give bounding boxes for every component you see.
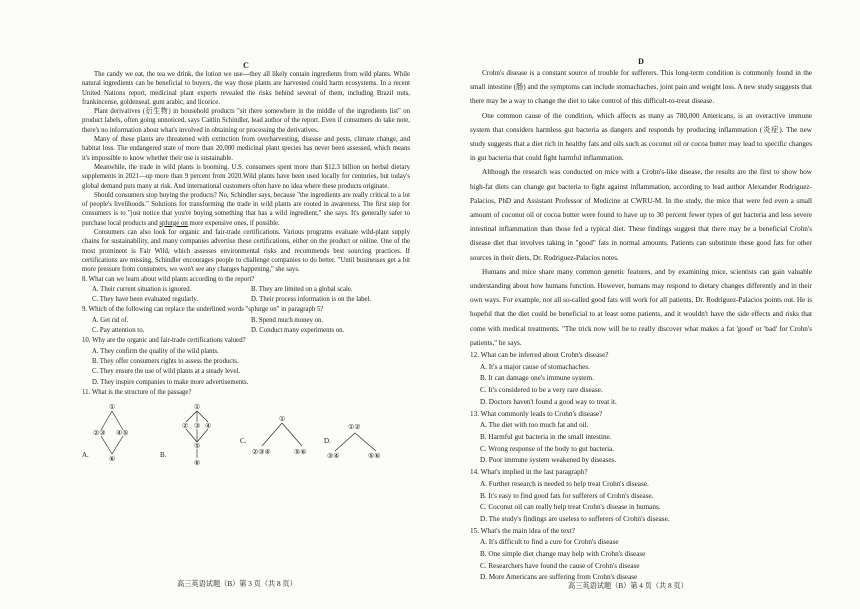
question-14-option-d: D. The study's findings are useless to sufferers of Crohn's disease. — [480, 514, 670, 523]
passage-d-paragraph-2: One common cause of the condition, which affects as many as 780,000 Americans, is an overactive immune system that considers harmless gut bacteria as dangers and responds by producing inflammation (炎症). The new study suggests that a diet rich in healthy fats and oils such as coconut oil or cocoa butter may lead to specific changes in gut bacteria that could fight harmful inflammation. — [470, 111, 812, 163]
diagram-b-node-1: ① — [194, 403, 201, 412]
question-13-option-a: A. The diet with too much fat and oil. — [480, 421, 589, 430]
passage-d-letter: D — [638, 57, 644, 66]
diagram-b-node-4: ④ — [205, 422, 212, 431]
diagram-b-node-6: ⑥ — [194, 459, 201, 468]
page-4-footer: 高三英语试题（B）第 4 页（共 8 页） — [568, 582, 688, 590]
question-15: 15. What's the main idea of the text? — [470, 526, 575, 535]
question-10-option-d: D. They inspire companies to make more advertisements. — [92, 378, 249, 386]
question-12-option-b: B. It can damage one's immune system. — [480, 374, 594, 383]
question-10: 10. Why are the organic and fair-trade certifications valued? — [82, 337, 246, 345]
diagram-d-node-12: ①② — [348, 423, 361, 432]
diagram-b-label: B. — [160, 451, 167, 460]
question-15-option-b: B. One simple diet change may help with Crohn's disease — [480, 550, 646, 559]
questions-12-15 — [470, 350, 812, 584]
question-14: 14. What's implied in the last paragraph? — [470, 468, 588, 477]
question-8-option-c: C. They have been evaluated regularly. — [92, 296, 199, 304]
question-13: 13. What commonly leads to Crohn's disease? — [470, 409, 603, 418]
page-4 — [470, 0, 812, 609]
question-15-option-a: A. It's difficult to find a cure for Crohn's disease — [480, 538, 619, 547]
passage-d-paragraph-1: Crohn's disease is a constant source of trouble for sufferers. This long-term condition is commonly found in the small intestine (肠) and the symptoms can include stomachaches, joint pain and weight loss. A new study suggests that there may be a way to change the diet to take control of this difficult-to-treat disease. — [470, 69, 812, 106]
question-10-option-a: A. They confirm the quality of the wild plants. — [92, 347, 219, 355]
passage-c-paragraph-4: Meanwhile, the trade in wild plants is booming. U.S. consumers spent more than $12.3 billion on herbal dietary supplements in 2021—up more than 9 percent from 2020.Wild plants have been used locally for centuries, but today's global demand puts many at risk. And international customers often have no idea where these products originate. — [82, 163, 410, 190]
paragraph-5-text-after: more expensive ones, if possible. — [187, 219, 280, 227]
questions-8-11 — [82, 275, 410, 399]
question-8-option-b: B. They are limited on a global scale. — [251, 285, 353, 293]
question-9-option-c: C. Pay attention to. — [92, 327, 145, 335]
diagram-a-node-23: ②③ — [93, 429, 106, 438]
question-9-option-b: B. Spend much money on. — [251, 316, 324, 324]
diagram-a-node-6: ⑥ — [109, 455, 116, 464]
passage-c-paragraph-5 — [82, 191, 410, 228]
paragraph-5-text-before: Should consumers stop buying the products? No, Schindler says, because "the ingredients are really critical to a lot of people's livelihoods." Solutions for transforming the trade in wild plants are rooted in awareness. The first step for consumers is to "just notice that you're buying something that has a wild ingredient," she says. It's generally safer to purchase local products and — [82, 191, 410, 227]
question-10-option-c: C. They ensure the use of wild plants at a steady level. — [92, 368, 241, 376]
question-8-option-d: D. Their process information is on the label. — [251, 296, 372, 304]
question-14-option-c: C. Coconut oil can really help treat Crohn's disease in humans. — [480, 503, 661, 512]
question-8-option-a: A. Their current situation is ignored. — [92, 285, 192, 293]
passage-d-paragraph-4: Humans and mice share many common genetic features, and by examining mice, scientists can gain valuable understanding about how humans function. However, humans may respond to dietary changes differently and in their own ways. For example, not all so-called good fats will work for all patients, Dr. Rodriguez-Palacios points out. He is hopeful that the diet could be beneficial to at least some patients, and it wouldn't have the side effects and risks that come with medical treatments. "The trick now will be to really discover what makes a fat 'good' or 'bad' for Crohn's patients," he says. — [470, 267, 812, 347]
page-3 — [82, 0, 410, 609]
question-13-option-d: D. Poor immune system weakened by diseases. — [480, 456, 617, 465]
question-12-option-d: D. Doctors haven't found a good way to treat it. — [480, 397, 617, 406]
underlined-words: splurge on — [159, 219, 188, 227]
question-12-option-c: C. It's considered to be a very rare disease. — [480, 386, 603, 395]
question-9-options-cd — [82, 326, 410, 336]
passage-c-letter: C — [243, 61, 249, 70]
passage-c-paragraph-1: The candy we eat, the tea we drink, the lotion we use---they all likely contain ingredients from wild plants. While natural ingredients can be beneficial to buyers, the way those plants are harvested could harm ecosystems. In a recent United Nations report, medicinal plant experts revealed the risks behind several of them, including Brazil nuts, frankincense, goldenseal, gum arabic, and licorice. — [82, 71, 410, 106]
diagram-c-node-234: ②③④ — [252, 448, 271, 457]
structure-diagrams-svg — [82, 398, 410, 476]
question-9: 9. Which of the following can replace the underlined words "splurge on" in paragraph 5? — [82, 306, 324, 314]
diagram-d-node-56: ⑤⑥ — [368, 452, 381, 461]
question-10-option-b: B. They offer consumers rights to assess the products. — [92, 357, 239, 365]
diagram-b-node-2: ② — [182, 422, 189, 431]
question-8-options-ab — [82, 285, 410, 295]
passage-c-paragraph-6: Consumers can also look for organic and fair-trade certifications. Various programs evaluate wild-plant supply chains for sustainability, and many companies advertise these certifications, either on the product or online. One of the most prominent is Fair Wild, which assesses environmental risks and recommends best sourcing practices. If certifications are missing, Schindler encourages people to challenge companies to do better. "Until businesses get a bit more pressure from consumers, we won't see any changes happening," she says. — [82, 229, 410, 274]
question-11: 11. What is the structure of the passage? — [82, 388, 192, 396]
passage-d-paragraph-3: Although the research was conducted on mice with a Crohn's-like disease, the results are the first to show how high-fat diets can change gut bacteria to fight against inflammation, according to lead author Alexander Rodriguez-Palacios, PhD and Assistant Professor of Medicine at CWRU-M. In the study, the mice that were fed even a small amount of coconut oil or cocoa butter were found to have up to 30 percent fewer types of gut bacteria and less severe intestinal inflammation than those fed a typical diet. These findings suggest that there may be a beneficial Crohn's disease diet that involves taking in "good" fats in normal amounts. Patients can substitute these good fats for other sources in their diets, Dr. Rodriguez-Palacios notes. — [470, 168, 812, 262]
question-9-option-d: D. Conduct many experiments on. — [251, 327, 345, 335]
question-13-option-c: C. Wrong response of the body to gut bacteria. — [480, 444, 615, 453]
diagram-d-label: D. — [324, 437, 331, 446]
passage-c-paragraph-3: Many of these plants are threatened with extinction from overharvesting, disease and pests, climate change, and habitat loss. The endangered state of more than 20,000 medicinal plant species has never been assessed, which means it's impossible to know whether their use is sustainable. — [82, 136, 410, 162]
page-3-footer: 高三英语试题（B）第 3 页（共 8 页） — [177, 580, 297, 588]
question-14-option-b: B. It's easy to find good fats for sufferers of Crohn's disease. — [480, 491, 654, 500]
question-14-option-a: A. Further research is needed to help treat Crohn's disease. — [480, 479, 649, 488]
question-15-option-c: C. Researchers have found the cause of Crohn's disease — [480, 561, 640, 570]
diagram-d-node-34: ③④ — [327, 452, 340, 461]
diagram-b-node-5: ⑤ — [194, 442, 201, 451]
question-13-option-b: B. Harmful gut bacteria in the small intestine. — [480, 432, 612, 441]
diagram-c-node-1: ① — [279, 415, 286, 424]
question-8: 8. What can we learn about wild plants according to the report? — [82, 275, 255, 283]
question-9-option-a: A. Get rid of. — [92, 316, 129, 324]
question-15-option-d: D. More Americans are suffering from Crohn's disease — [480, 573, 638, 582]
question-9-options-ab — [82, 316, 410, 326]
diagram-a-node-45: ④⑤ — [116, 429, 129, 438]
diagram-a-label: A. — [82, 451, 89, 460]
diagram-c-node-56: ⑤⑥ — [294, 448, 307, 457]
diagram-c-label: C. — [240, 437, 247, 446]
structure-diagrams — [82, 398, 410, 476]
question-8-options-cd — [82, 295, 410, 305]
question-12: 12. What can be inferred about Crohn's disease? — [470, 351, 609, 360]
passage-c-paragraph-2: Plant derivatives (衍生物) in household products "sit there somewhere in the middle of the ingredients list" on product labels, often going unnoticed, says Caitlin Schindler, lead author of the report. Even if consumers do take note, there's no information about what's involved in obtaining or processing the derivatives. — [82, 108, 410, 134]
diagram-a-node-1: ① — [109, 403, 116, 412]
diagram-b-node-3: ③ — [194, 422, 201, 431]
question-12-option-a: A. It's a major cause of stomachaches. — [480, 362, 590, 371]
